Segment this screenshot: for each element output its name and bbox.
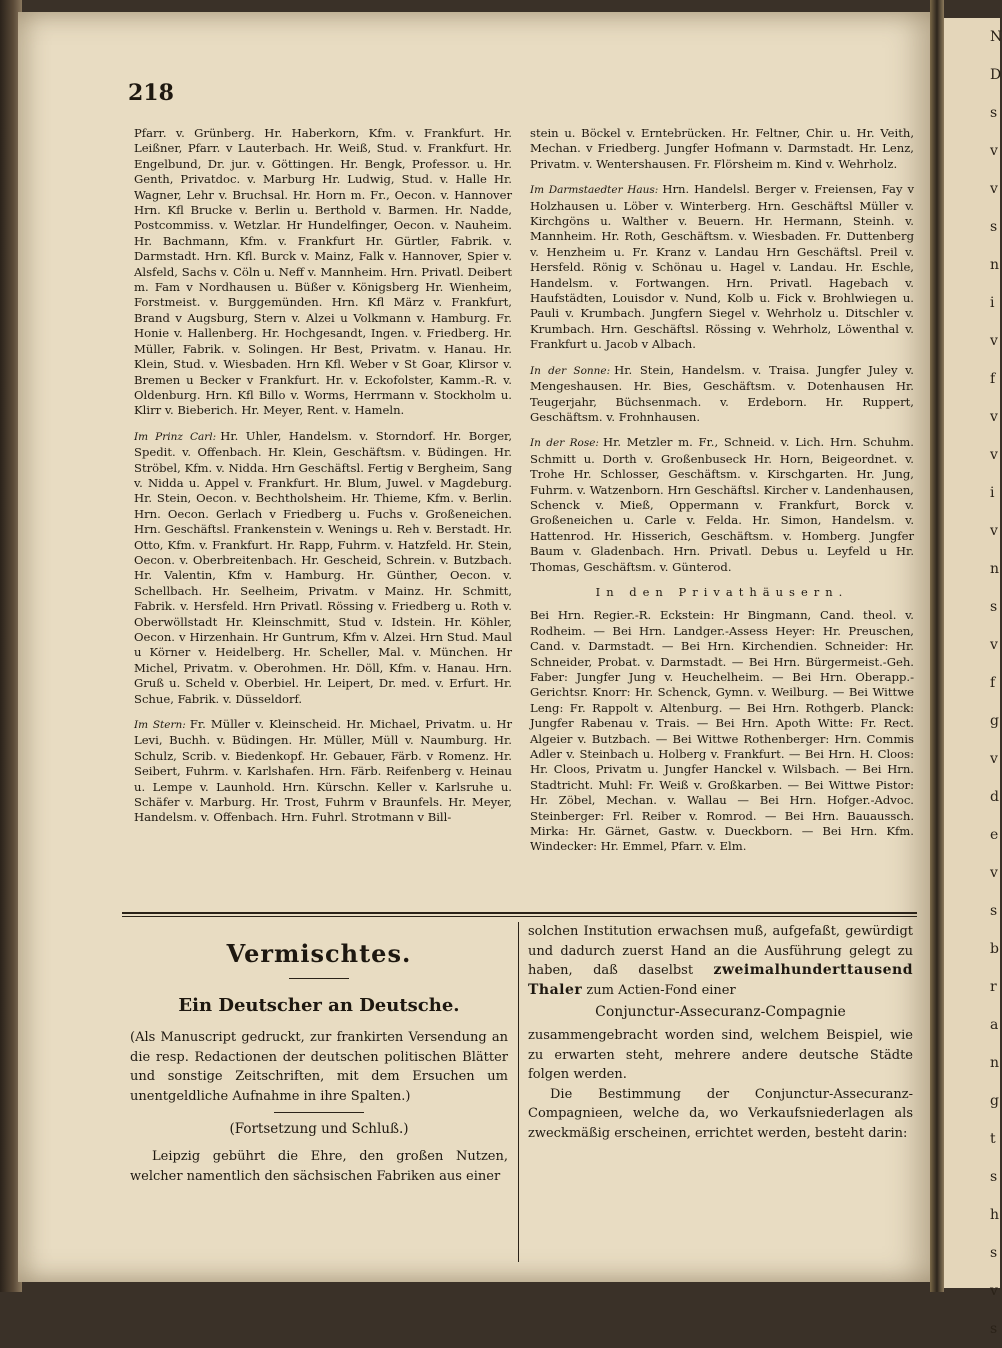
body-paragraph: [528, 922, 913, 1000]
page-number: 218: [128, 80, 174, 106]
entry-text: Hr. Metzler m. Fr., Schneid. v. Lich. Hrn. Schuhm. Schmitt u. Dorth v. Großenbuseck Hr. Horn, Beigeordnet. v. Trohe Hr. Schlosser, Geschäftsm. v. Kirschgarten. Hr. Jung, Fuhrm. v. Watzenborn. Hrn Geschäftsl. Kircher v. Landenhausen, Schenck v. Mieß, Oppermann v. Frankfurt, Borck v. Großeneichen u. Carle v. Felda. Hr. Simon, Handelsm. v. Hattenrod. Hr. Hisserich, Geschäftsm. v. Homberg. Jungfer Baum v. Gladenbach. Hrn. Privatl. Debus u. Leyfeld u Hr. Thomas, Geschäftsm. v. Günterod.: [530, 435, 914, 574]
intro-note: (Als Manuscript gedruckt, zur frankirten Versendung an die resp. Redactionen der deutschen politischen Blätter und sonstige Zeitschriften, mit dem Ersuchen um unentgeldliche Aufnahme in ihre Spalten.): [130, 1030, 508, 1104]
entry-paragraph: [134, 126, 512, 419]
next-page-glyph: n: [990, 1055, 1000, 1071]
next-page-glyph: n: [990, 257, 1000, 273]
hotel-name: In der Sonne:: [530, 364, 611, 377]
entry-paragraph: [134, 429, 512, 707]
hotel-name: Im Prinz Carl:: [134, 430, 217, 443]
section-rule: [122, 912, 917, 914]
next-page-glyph: v: [990, 143, 998, 159]
hotel-name: Im Stern:: [134, 719, 186, 732]
next-page-glyph: s: [990, 599, 998, 615]
entry-paragraph: [530, 182, 914, 352]
next-page-glyph: b: [990, 941, 999, 957]
entry-text: Fr. Müller v. Kleinscheid. Hr. Michael, Privatm. u. Hr Levi, Buchh. v. Büdingen. Hr. Müller, Müll v. Naumburg. Hr. Schulz, Scrib. v. Biedenkopf. Hr. Gebauer, Färb. v Romenz. Hr. Seibert, Fuhrm. v. Karlshafen. Hrn. Färb. Reifenberg v. Heinau u. Lempe v. Launhold. Hrn. Kürschn. Keller v. Karlsruhe u. Schäfer v. Marburg. Hr. Trost, Fuhrm v Braunfels. Hr. Meyer, Handelsm. v. Offenbach. Hrn. Fuhrl. Strotmann v Bill-: [134, 717, 513, 825]
next-page-glyph: d: [990, 789, 999, 805]
next-page-edge: [944, 18, 1002, 1337]
next-page-glyph: v: [990, 751, 998, 767]
next-page-glyph: v: [990, 523, 998, 539]
entry-text: Hr. Uhler, Handelsm. v. Storndorf. Hr. Borger, Spedit. v. Offenbach. Hr. Klein, Geschäftsm. v. Büdingen. Hr. Ströbel, Kfm. v. Nidda. Hrn Geschäftsl. Fertig v Bergheim, Sang v. Nidda u. Appel v. Frankfurt. Hr. Blum, Juwel. v Magdeburg. Hr. Stein, Oecon. v. Bechtholsheim. Hr. Thieme, Kfm. v. Berlin. Hrn. Oecon. Gerlach v Friedberg u. Fuchs v. Großeneichen. Hrn. Geschäftsl. Frankenstein v. Wenings u. Reh v. Berstadt. Hr. Otto, Kfm. v. Frankfurt. Hr. Rapp, Fuhrm. v. Hatzfeld. Hr. Stein, Oecon. v. Oberbreitenbach. Hr. Gescheid, Schrein. v. Butzbach. Hr. Valentin, Kfm v. Hamburg. Hr. Günther, Oecon. v. Schellbach. Hr. Seelheim, Privatm. v Mainz. Hr. Schmitt, Fabrik. v. Hersfeld. Hrn Privatl. Rössing v. Friedberg u. Roth v. Oberwöllstadt Hr. Kleinschmitt, Stud v. Idstein. Hr. Köhler, Oecon. v Hirzenhain. Hr Guntrum, Kfm v. Alzei. Hrn Stud. Maul u Körner v. Heidelberg. Hr. Scheller, Mal. v. München. Hr Michel, Privatm. v. Oberohmen. Hr. Döll, Kfm. v. Hanau. Hrn. Gruß u. Scheld v. Oberbiel. Hr. Leipert, Dr. med. v. Erfurt. Hr. Schue, Fabrik. v. Düsseldorf.: [134, 428, 513, 706]
next-page-glyph: g: [990, 1093, 999, 1109]
next-page-glyph: s: [990, 219, 998, 235]
hotel-name: In der Rose:: [530, 437, 599, 450]
next-page-glyph: s: [990, 1321, 998, 1337]
next-page-glyph: v: [990, 865, 998, 881]
next-page-glyph: g: [990, 713, 999, 729]
right-column: [530, 126, 914, 865]
next-page-glyph: r: [990, 979, 997, 995]
next-page-glyph: s: [990, 1169, 998, 1185]
next-page-glyph: v: [990, 447, 998, 463]
next-page-glyph: v: [990, 181, 998, 197]
next-page-glyph: f: [990, 675, 996, 691]
next-page-glyph: s: [990, 1245, 998, 1261]
body-paragraph: zusammengebracht worden sind, welchem Beispiel, wie zu erwarten steht, mehrere andere deutsche Städte folgen werden.: [528, 1028, 913, 1082]
private-houses-heading: In den Privathäusern.: [595, 584, 849, 599]
next-page-glyph: s: [990, 105, 998, 121]
next-page-glyph: f: [990, 371, 996, 387]
private-houses-text: Bei Hrn. Regier.-R. Eckstein: Hr Bingmann, Cand. theol. v. Rodheim. — Bei Hrn. Landger.-Assess Heyer: Hr. Preuschen, Cand. v. Darmstadt. — Bei Hrn. Kirchendien. Schneider: Hr. Schneider, Probat. v. Darmstadt. — Bei Hrn. Bürgermeist.-Geh. Faber: Jungfer Jung v. Heuchelheim. — Bei Hrn. Oberapp.-Gerichtsr. Knorr: Hr. Schenck, Gymn. v. Weilburg. — Bei Wittwe Leng: Fr. Rappolt v. Altenburg. — Bei Hrn. Rothgerb. Planck: Jungfer Rabenau v. Trais. — Bei Hrn. Apoth Witte: Fr. Rect. Algeier v. Butzbach. — Bei Wittwe Rothenberger: Hrn. Commis Adler v. Steinbach u. Holberg v. Frankfurt. — Bei Hrn. H. Cloos: Hr. Cloos, Privatm u. Jungfer Hanckel v. Wilsbach. — Bei Hrn. Stadtricht. Muhl: Fr. Weiß v. Großkarben. — Bei Wittwe Pistor: Hr. Zöbel, Mechan. v. Wallau — Bei Hrn. Hofger.-Advoc. Steinberger: Frl. Reiber v. Romrod. — Bei Hrn. Bauaussch. Mirka: Hr. Gärnet, Gastw. v. Dueckborn. — Bei Hrn. Kfm. Windecker: Hr. Emmel, Pfarr. v. Elm.: [530, 608, 914, 854]
entry-paragraph: [530, 435, 914, 575]
next-page-glyph: v: [990, 1283, 998, 1299]
entry-paragraph: [530, 363, 914, 426]
next-page-glyph: v: [990, 333, 998, 349]
next-page-glyph: i: [990, 485, 995, 501]
entry-text: Hr. Stein, Handelsm. v. Traisa. Jungfer Juley v. Mengeshausen. Hr. Bies, Geschäftsm. v. Dotenhausen Hr. Teugerjahr, Büchsenmach. v. Erdeborn. Hr. Ruppert, Geschäftsm. v. Frohnhausen.: [530, 362, 914, 424]
article-left-column: [130, 935, 508, 1186]
body-paragraph: Leipzig gebührt die Ehre, den großen Nutzen, welcher namentlich den sächsischen Fabriken aus einer: [130, 1149, 508, 1184]
next-page-lines: [944, 18, 1000, 1348]
next-page-glyph: v: [990, 409, 998, 425]
next-page-glyph: n: [990, 561, 1000, 577]
body-paragraph: Die Bestimmung der Conjunctur-Assecuranz-Compagnieen, welche da, wo Verkaufsniederlagen als zweckmäßig erscheinen, errichtet werden, besteht darin:: [528, 1086, 913, 1141]
next-page-glyph: s: [990, 903, 998, 919]
hotel-name: Im Darmstaedter Haus:: [530, 184, 659, 197]
section-rule-thin: [122, 916, 917, 917]
title-rule: [289, 978, 349, 979]
next-page-glyph: i: [990, 295, 995, 311]
entry-text: Hrn. Handelsl. Berger v. Freiensen, Fay v Holzhausen u. Löber v. Winterberg. Hrn. Geschäftsl Müller v. Kirchgöns u. Walther v. Beuern. Hr. Hermann, Steinh. v. Mannheim. Hr. Roth, Geschäftsm. v. Wiesbaden. Fr. Duttenberg v. Henzheim u. Fr. Kranz v. Landau Hrn Geschäftsl. Preil v. Hersfeld. Rönig v. Schönau u. Hagel v. Landau. Hr. Eschle, Handelsm. v. Fortwangen. Hrn. Privatl. Hagebach v. Haufstädten, Louisdor v. Nund, Kolb u. Fick v. Brohlwiegen u. Pauli v. Krumbach. Jungfern Siegel v. Wehrholz u. Ditschler v. Krumbach. Hrn. Geschäftsl. Rössing v. Wehrholz, Löwenthal v. Frankfurt u. Jacob v Albach.: [530, 182, 915, 352]
body-text: solchen Institution erwachsen muß, aufgefaßt, gewürdigt und dadurch zuerst Hand an die Ausführung gelegt zu haben, daß daselbst: [528, 924, 913, 978]
column-divider: [518, 922, 519, 1262]
next-page-glyph: N: [990, 29, 1002, 45]
next-page-glyph: t: [990, 1131, 996, 1147]
emphasized-amount: zweimalhunderttausend Thaler: [528, 962, 913, 998]
article-right-column: [528, 922, 913, 1143]
left-column: [134, 126, 512, 836]
company-name: Conjunctur-Assecuranz-Compagnie: [595, 1004, 846, 1020]
book-gutter: [930, 0, 944, 1292]
next-page-glyph: e: [990, 827, 999, 843]
section-title: Vermischtes.: [226, 939, 412, 968]
continuation-note: (Fortsetzung und Schluß.): [229, 1121, 409, 1137]
entry-text: Pfarr. v. Grünberg. Hr. Haberkorn, Kfm. v. Frankfurt. Hr. Leißner, Pfarr. v Lauterbach. Hr. Weiß, Stud. v. Frankfurt. Hr. Engelbund, Dr. jur. v. Göttingen. Hr. Bengk, Professor. u. Hr. Genth, Privatdoc. v. Marburg Hr. Ludwig, Stud. v. Halle Hr. Wagner, Lehr v. Bruchsal. Hr. Horn m. Fr., Oecon. v. Hannover Hrn. Kfl Brucke v. Berlin u. Berthold v. Barmen. Hr. Nadde, Postcommiss. v. Wetzlar. Hr Hundelfinger, Oecon. v. Nauheim. Hr. Bachmann, Kfm. v. Frankfurt Hr. Gürtler, Fabrik. v. Darmstadt. Hrn. Kfl. Burck v. Mainz, Falk v. Hannover, Spier v. Alsfeld, Sachs v. Cöln u. Neff v. Mannheim. Hrn. Privatl. Deibert m. Fam v Nordhausen u. Büßer v. Königsberg Hr. Wienheim, Forstmeist. v. Burggemünden. Hrn. Kfl März v. Frankfurt, Brand v Augsburg, Stern v. Alzei u Volkmann v. Hamburg. Fr. Honie v. Hallenberg. Hr. Hochgesandt, Ingen. v. Friedberg. Hr. Müller, Fabrik. v. Solingen. Hr Best, Privatm. v. Hanau. Hr. Klein, Stud. v. Wiesbaden. Hrn Kfl. Weber v St Goar, Klirsor v. Bremen u Becker v Frankfurt. Hr. v. Eckofolster, Kamm.-R. v. Oldenburg. Hrn. Kfl Billo v. Worms, Herrmann v. Stockholm u. Klirr v. Bieberich. Hr. Meyer, Rent. v. Hameln.: [134, 126, 512, 418]
entry-paragraph: [134, 717, 512, 826]
entry-text: stein u. Böckel v. Erntebrücken. Hr. Feltner, Chir. u. Hr. Veith, Mechan. v Friedberg. Jungfer Hofmann v. Darmstadt. Hr. Lenz, Privatm. v. Wentershausen. Fr. Flörsheim m. Kind v. Wehrholz.: [530, 126, 914, 171]
next-page-glyph: h: [990, 1207, 1000, 1223]
article-title: Ein Deutscher an Deutsche.: [178, 995, 460, 1016]
entry-paragraph: [530, 126, 914, 172]
next-page-glyph: v: [990, 637, 998, 653]
body-text: zum Actien-Fond einer: [586, 982, 736, 998]
note-rule: [274, 1112, 364, 1113]
next-page-glyph: a: [990, 1017, 999, 1033]
next-page-glyph: D: [990, 67, 1002, 83]
